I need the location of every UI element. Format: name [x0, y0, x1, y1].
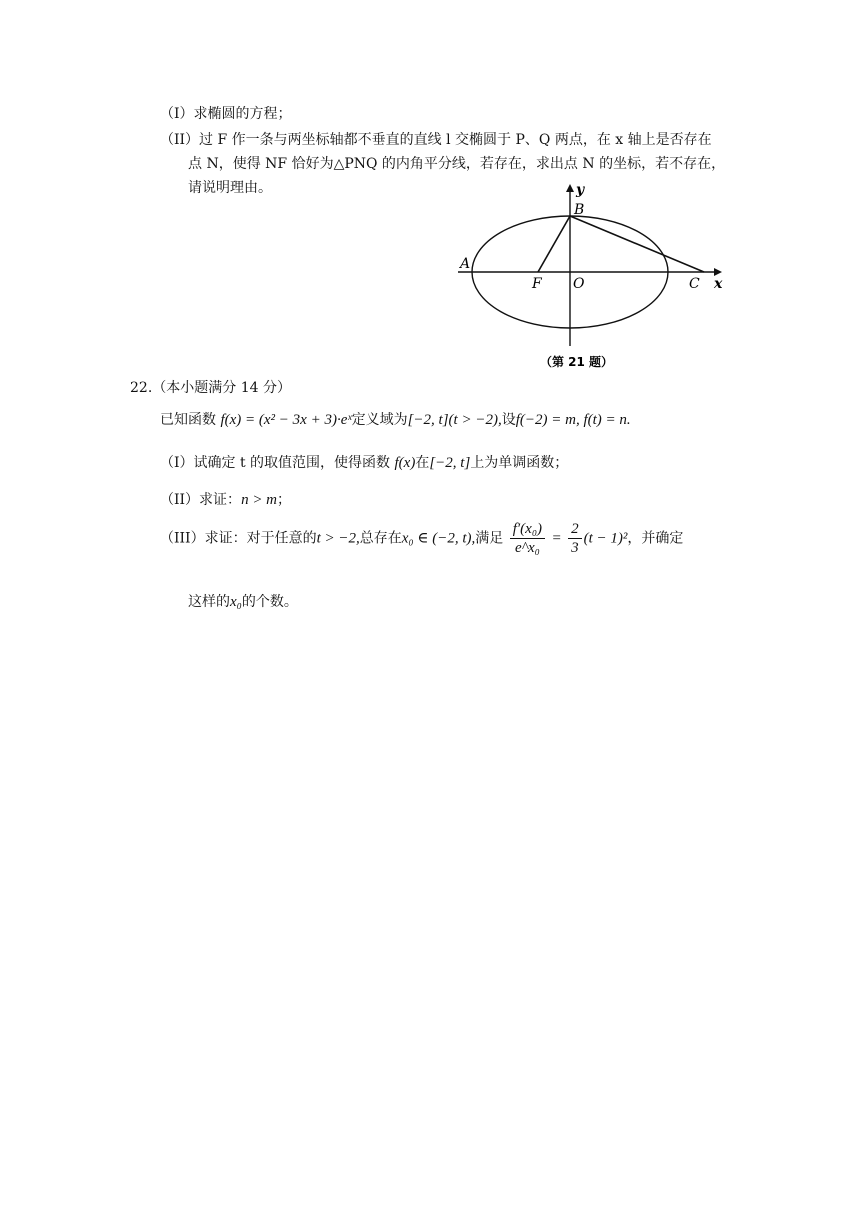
q22-part3-x0: x₀ ∈ (−2, t), — [401, 530, 476, 547]
q22-part3-line2-var: x₀ — [230, 594, 242, 610]
q21-part2-line2: 点 N，使得 NF 恰好为△PNQ 的内角平分线，若存在，求出点 N 的坐标，若不存在， — [188, 156, 726, 172]
x-axis-arrow-icon — [714, 268, 722, 276]
q22-values: f(−2) = m, f(t) = n. — [515, 412, 631, 428]
q22-part1-domain: [−2, t] — [429, 455, 471, 471]
label-y: y — [576, 182, 585, 198]
q22-part1-mid: 在 — [415, 455, 430, 471]
q22-part1-suffix: 上为单调函数； — [470, 455, 569, 471]
label-b: B — [574, 202, 585, 218]
q21-part2-line3: 请说明理由。 — [188, 180, 272, 196]
segment-bc — [570, 216, 704, 272]
q22-part3-rhs-den: 3 — [571, 540, 579, 556]
q22-stem-set: 设 — [501, 412, 516, 428]
y-axis-arrow-icon — [566, 184, 574, 192]
q22-stem — [160, 410, 631, 430]
q22-header: 22.（本小题满分 14 分） — [130, 380, 291, 396]
q22-domain: [−2, t](t > −2), — [407, 412, 502, 428]
q22-part3 — [160, 520, 683, 557]
q21-part2-line1: （II）过 F 作一条与两坐标轴都不垂直的直线 l 交椭圆于 P、Q 两点，在 x 轴上是否存在 — [160, 132, 712, 148]
q22-part3-line2 — [188, 592, 298, 612]
q22-part2-prefix: （II）求证： — [160, 492, 242, 508]
figure-caption: （第 21 题） — [540, 355, 614, 369]
q22-part3-satisfy: 满足 — [475, 530, 504, 547]
q22-part2-suffix: ； — [277, 492, 292, 508]
q22-part3-cond: t > −2, — [316, 530, 360, 547]
ellipse-figure — [452, 180, 732, 370]
q22-part3-line2-suffix: 的个数。 — [241, 594, 298, 610]
q22-stem-middle: 定义域为 — [351, 412, 408, 428]
q22-part2 — [160, 490, 291, 510]
q22-part3-rhs-num: 2 — [568, 520, 582, 539]
q22-part3-frac-den: e^x₀ — [514, 540, 540, 556]
q21-part1: （I）求椭圆的方程； — [160, 106, 292, 122]
q22-part1-math: f(x) — [394, 455, 416, 471]
q22-part3-exist: 总存在 — [359, 530, 402, 547]
q22-part3-line2-prefix: 这样的 — [188, 594, 230, 610]
q22-part1 — [160, 453, 568, 473]
q22-stem-prefix: 已知函数 — [160, 412, 216, 428]
q22-part2-math: n > m — [241, 492, 278, 508]
label-x: x — [714, 276, 723, 292]
q22-part3-suffix: ，并确定 — [627, 530, 684, 547]
q22-part3-eq: = — [551, 530, 562, 547]
q22-part3-fraction — [510, 520, 545, 557]
q22-function: f(x) = (x² − 3x + 3)·eˣ — [220, 412, 352, 428]
label-o: O — [573, 276, 585, 292]
q22-part3-rhs-fraction — [568, 520, 582, 557]
segment-fb — [538, 216, 570, 272]
label-a: A — [460, 256, 471, 272]
q22-part1-prefix: （I）试确定 t 的取值范围，使得函数 — [160, 455, 391, 471]
q22-part3-frac-num: f′(x₀) — [510, 520, 545, 539]
label-f: F — [532, 276, 542, 292]
label-c: C — [689, 276, 700, 292]
q22-part3-prefix: （III）求证：对于任意的 — [160, 530, 317, 547]
q22-part3-rhs-tail: (t − 1)² — [583, 530, 628, 547]
